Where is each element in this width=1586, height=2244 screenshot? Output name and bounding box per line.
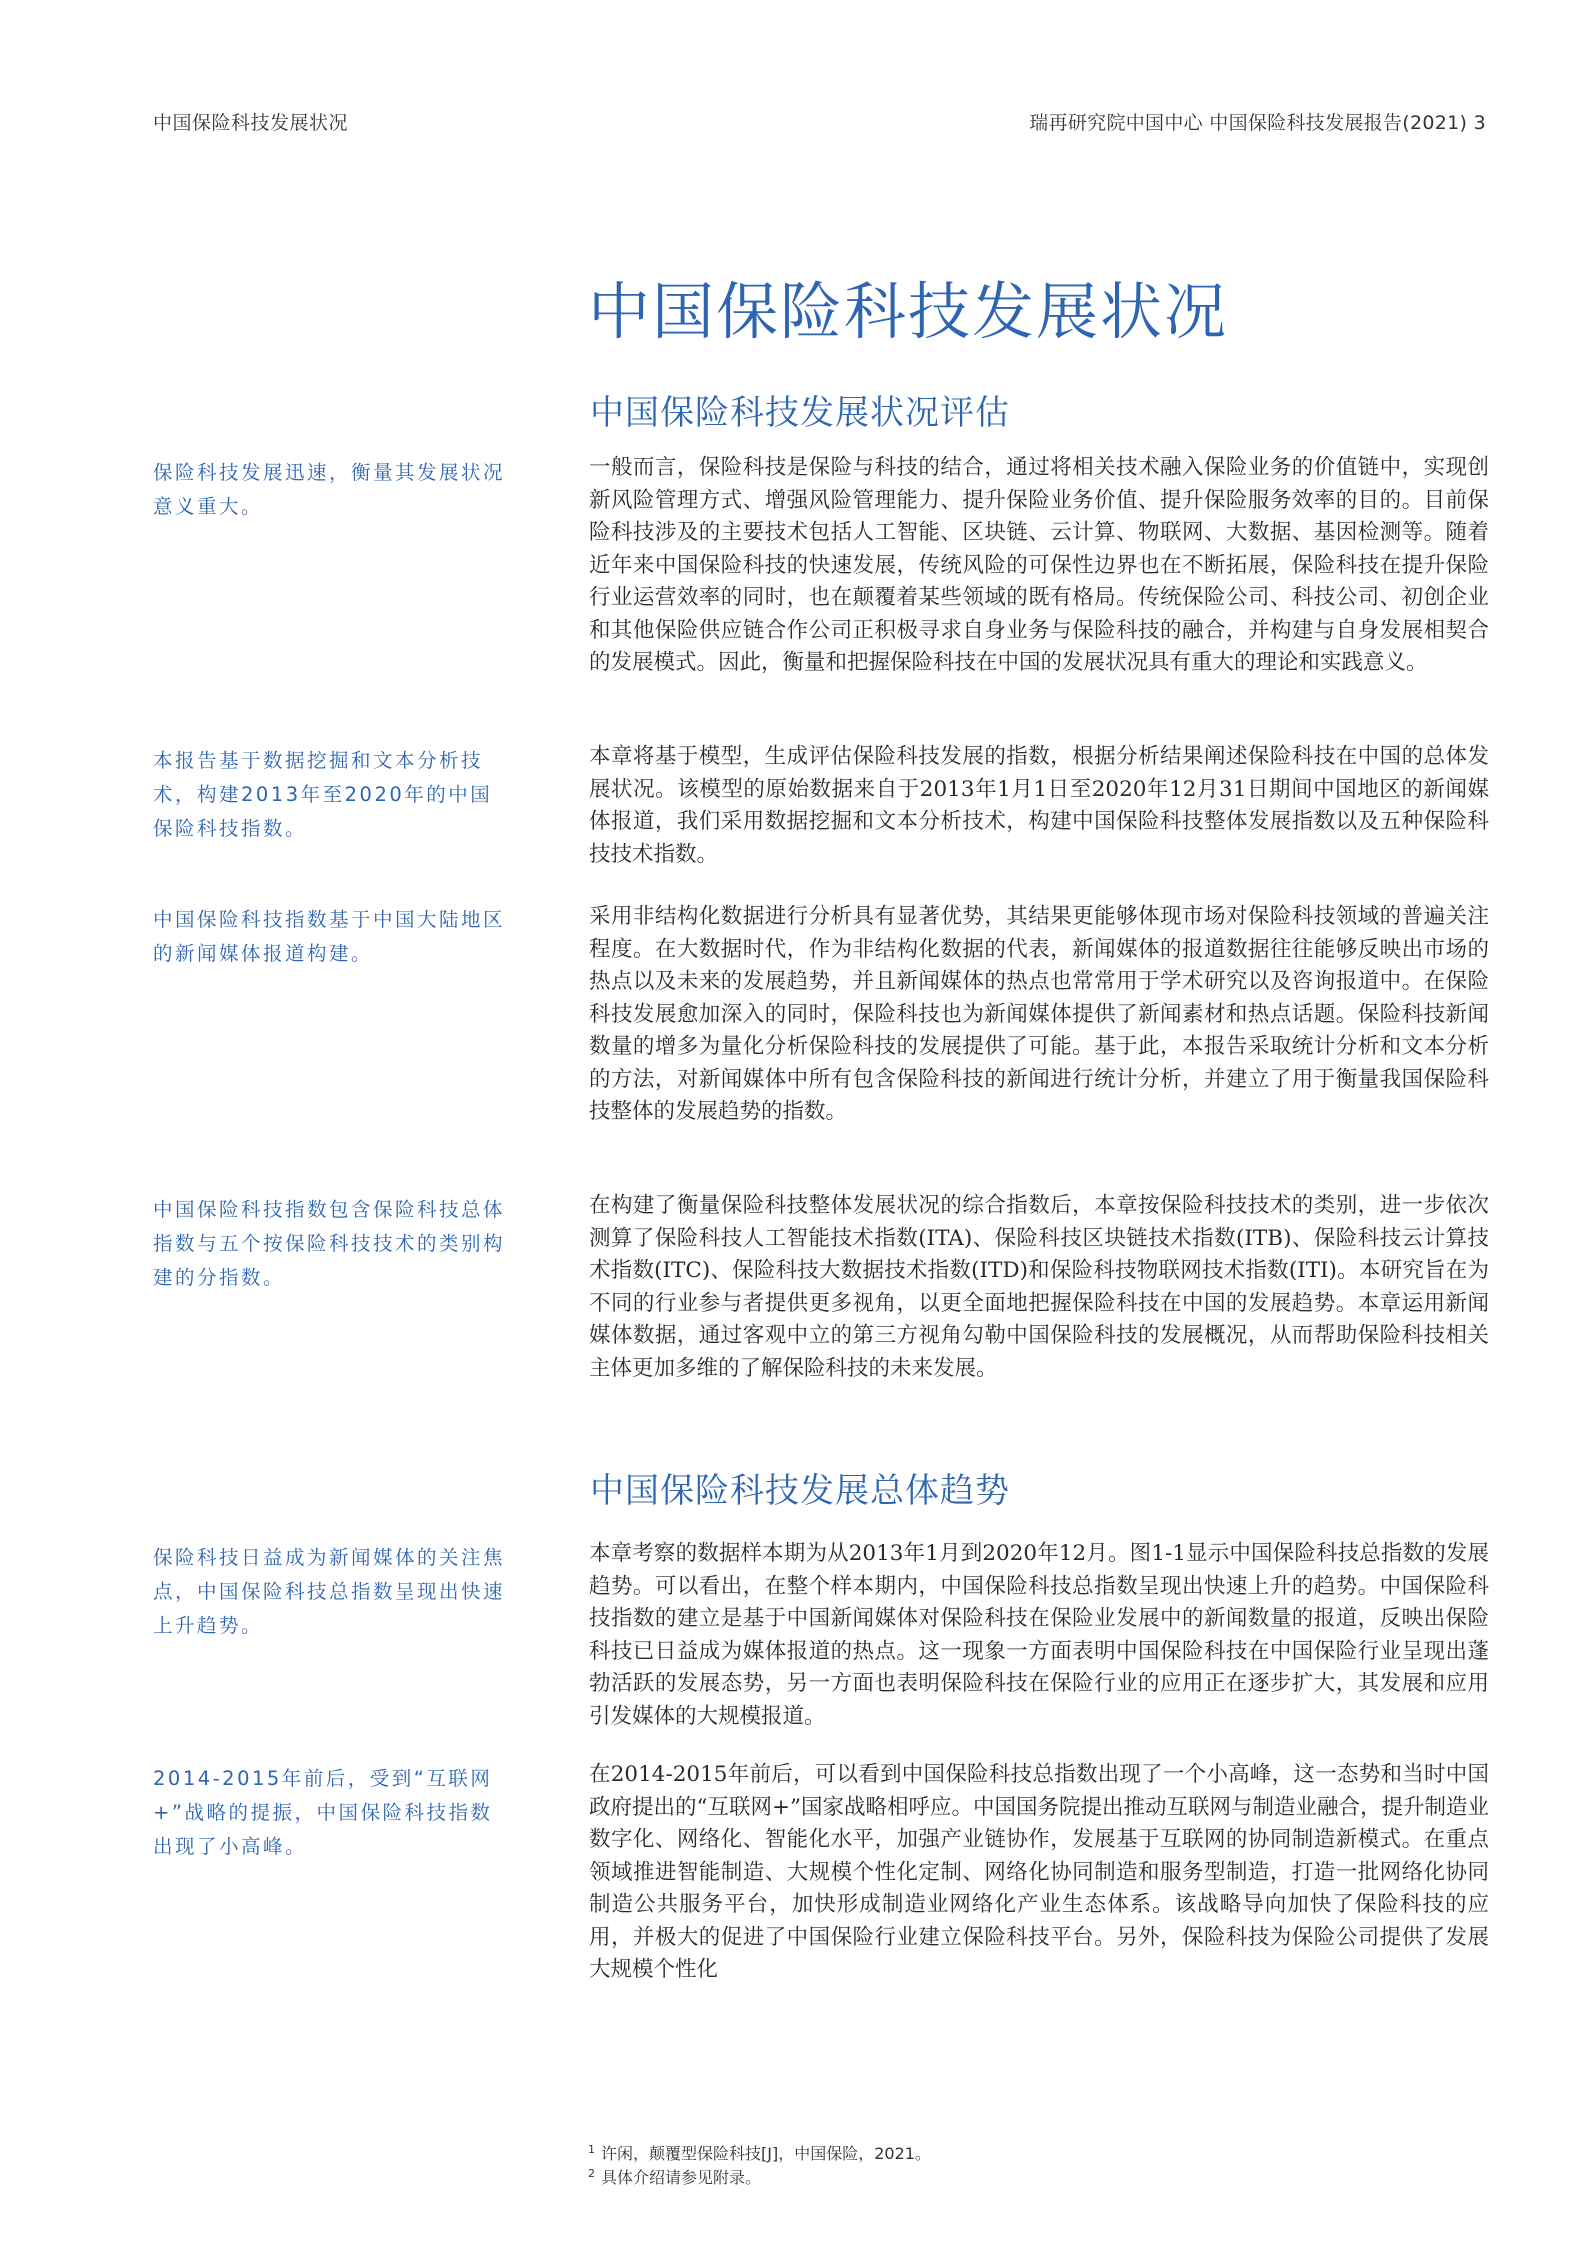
body-paragraph: 本章考察的数据样本期为从2013年1月到2020年12月。图1-1显示中国保险科技总指数的发展趋势。可以看出，在整个样本期内，中国保险科技总指数呈现出快速上升的趋势。中国保险科技指数的建立是基于中国新闻媒体对保险科技在保险业发展中的新闻数量的报道，反映出保险科技已日益成为媒体报道的热点。这一现象一方面表明中国保险科技在中国保险行业呈现出蓬勃活跃的发展态势，另一方面也表明保险科技在保险行业的应用正在逐步扩大，其发展和应用引发媒体的大规模报道。 [589, 1541, 1489, 1729]
section-heading-assessment: 中国保险科技发展状况评估 [590, 393, 1010, 433]
margin-note: 2014-2015年前后，受到“互联网+”战略的提振，中国保险科技指数出现了小高峰。 [153, 1767, 493, 1858]
running-header [153, 108, 1486, 138]
margin-note: 中国保险科技指数基于中国大陆地区的新闻媒体报道构建。 [153, 908, 506, 965]
footnotes [588, 2140, 931, 2188]
header-report-title-page-number: 瑞再研究院中国中心 中国保险科技发展报告(2021) 3 [1029, 112, 1486, 134]
body-paragraph: 在2014-2015年前后，可以看到中国保险科技总指数出现了一个小高峰，这一态势和当时中国政府提出的“互联网+”国家战略相呼应。中国国务院提出推动互联网与制造业融合，提升制造业数字化、网络化、智能化水平，加强产业链协作，发展基于互联网的协同制造新模式。在重点领域推进智能制造、大规模个性化定制、网络化协同制造和服务型制造，打造一批网络化协同制造公共服务平台，加快形成制造业网络化产业生态体系。该战略导向加快了保险科技的应用，并极大的促进了中国保险行业建立保险科技平台。另外，保险科技为保险公司提供了发展大规模个性化 [589, 1762, 1490, 1982]
section-heading-overall-trend: 中国保险科技发展总体趋势 [590, 1471, 1010, 1511]
page-title: 中国保险科技发展状况 [588, 275, 1229, 348]
footnote-mark: 2 [588, 2167, 595, 2180]
body-paragraph: 一般而言，保险科技是保险与科技的结合，通过将相关技术融入保险业务的价值链中，实现创新风险管理方式、增强风险管理能力、提升保险业务价值、提升保险服务效率的目的。目前保险科技涉及的主要技术包括人工智能、区块链、云计算、物联网、大数据、基因检测等。随着近年来中国保险科技的快速发展，传统风险的可保性边界也在不断拓展，保险科技在提升保险行业运营效率的同时，也在颠覆着某些领域的既有格局。传统保险公司、科技公司、初创企业和其他保险供应链合作公司正积极寻求自身业务与保险科技的融合，并构建与自身发展相契合的发展模式。因此，衡量和把握保险科技在中国的发展状况具有重大的理论和实践意义。 [589, 455, 1489, 675]
margin-note: 保险科技日益成为新闻媒体的关注焦点，中国保险科技总指数呈现出快速上升趋势。 [153, 1546, 506, 1637]
footnote-2 [588, 2164, 931, 2188]
footnote-1 [588, 2140, 931, 2164]
body-paragraph: 采用非结构化数据进行分析具有显著优势，其结果更能够体现市场对保险科技领域的普遍关注程度。在大数据时代，作为非结构化数据的代表，新闻媒体的报道数据往往能够反映出市场的热点以及未来的发展趋势，并且新闻媒体的热点也常常用于学术研究以及咨询报道中。在保险科技发展愈加深入的同时，保险科技也为新闻媒体提供了新闻素材和热点话题。保险科技新闻数量的增多为量化分析保险科技的发展提供了可能。基于此，本报告采取统计分析和文本分析的方法，对新闻媒体中所有包含保险科技的新闻进行统计分析，并建立了用于衡量我国保险科技整体的发展趋势的指数。 [589, 904, 1489, 1124]
margin-note: 中国保险科技指数包含保险科技总体指数与五个按保险科技技术的类别构建的分指数。 [153, 1198, 506, 1289]
footnote-text: 许闲，颠覆型保险科技[J]，中国保险，2021。 [601, 2144, 931, 2163]
footnote-text: 具体介绍请参见附录。 [601, 2168, 762, 2187]
body-paragraph: 本章将基于模型，生成评估保险科技发展的指数，根据分析结果阐述保险科技在中国的总体发展状况。该模型的原始数据来自于2013年1月1日至2020年12月31日期间中国地区的新闻媒体报道，我们采用数据挖掘和文本分析技术，构建中国保险科技整体发展指数以及五种保险科技技术指数。 [589, 744, 1489, 867]
margin-note: 本报告基于数据挖掘和文本分析技术，构建2013年至2020年的中国保险科技指数。 [153, 749, 493, 840]
footnote-mark: 1 [588, 2143, 595, 2156]
margin-note: 保险科技发展迅速，衡量其发展状况意义重大。 [153, 461, 506, 518]
header-section-title: 中国保险科技发展状况 [153, 112, 349, 134]
body-paragraph: 在构建了衡量保险科技整体发展状况的综合指数后，本章按保险科技技术的类别，进一步依次测算了保险科技人工智能技术指数(ITA)、保险科技区块链技术指数(ITB)、保险科技云计算技术指数(ITC)、保险科技大数据技术指数(ITD)和保险科技物联网技术指数(ITI)。本研究旨在为不同的行业参与者提供更多视角，以更全面地把握保险科技在中国的发展趋势。本章运用新闻媒体数据，通过客观中立的第三方视角勾勒中国保险科技的发展概况，从而帮助保险科技相关主体更加多维的了解保险科技的未来发展。 [589, 1193, 1489, 1381]
